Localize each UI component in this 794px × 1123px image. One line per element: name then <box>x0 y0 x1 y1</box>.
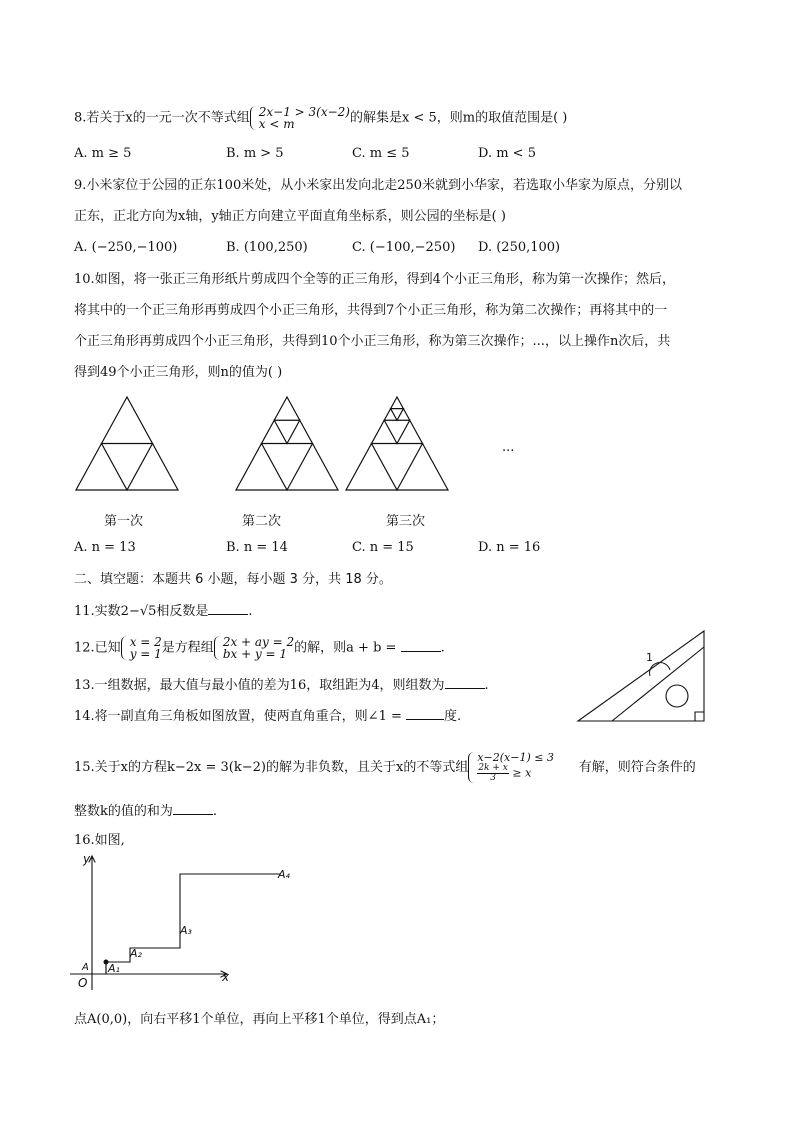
q12-b1: 2x + ay = 2 <box>222 635 295 649</box>
q10-line1: 10.如图，将一张正三角形纸片剪成四个全等的正三角形，得到4个小正三角形，称为第一次操作；然后， <box>74 272 675 287</box>
q16-a4-segment <box>180 874 280 876</box>
q10-option-a: A. n = 13 <box>74 540 136 555</box>
caption-first: 第一次 <box>104 514 144 529</box>
q15-s1: x−2(x−1) ≤ 3 <box>477 751 554 764</box>
q16-label: 16.如图, <box>74 833 125 848</box>
q12-mid: 是方程组 <box>161 640 214 656</box>
figure-ellipsis: ... <box>502 440 515 455</box>
q10-option-c: C. n = 15 <box>352 540 414 555</box>
q15-fraction-den: 3 <box>490 773 496 783</box>
q16-origin: O <box>78 976 88 990</box>
q15-line2 <box>74 802 217 821</box>
q15-fraction <box>477 764 509 783</box>
q8-post: 的解集是x < 5，则m的取值范围是( ) <box>349 110 568 126</box>
set-square-figure <box>577 630 707 725</box>
q12-b2: bx + y = 1 <box>222 647 288 661</box>
q14-stem <box>74 707 461 726</box>
q12-a2: y = 1 <box>129 647 162 661</box>
q9-line2: 正东，正北方向为x轴，y轴正方向建立平面直角坐标系，则公园的坐标是( ) <box>74 209 506 224</box>
q10-line4: 得到49个小正三角形，则n的值为( ) <box>74 365 283 380</box>
q10-line3: 个正三角形再剪成四个小正三角形，共得到10个小正三角形，称为第三次操作；...，以上操作n次后，共 <box>74 334 671 349</box>
q12-end: . <box>440 640 445 656</box>
q12-stem <box>74 636 445 660</box>
q16-axis-x: x <box>222 970 230 984</box>
q16-axis-y: y <box>83 852 91 866</box>
q15-pre: 15.关于x的方程k−2x = 3(k−2)的解为非负数，且关于x的不等式组 <box>74 760 469 775</box>
q14-blank[interactable] <box>406 707 444 720</box>
q15-system <box>468 752 554 783</box>
q11-stem <box>74 602 253 621</box>
q16-point-a4: A₄ <box>278 868 290 881</box>
q10-option-d: D. n = 16 <box>478 540 541 555</box>
q9-option-a: A. (−250,−100) <box>74 240 178 255</box>
q12-system-b <box>214 636 294 660</box>
q16-point-a3: A₃ <box>180 924 192 937</box>
q8-option-a: A. m ≥ 5 <box>74 146 132 161</box>
q13-blank[interactable] <box>445 676 485 689</box>
q15-post: 有解，则符合条件的 <box>578 760 696 775</box>
q15-blank[interactable] <box>173 802 213 815</box>
q8-option-d: D. m < 5 <box>478 146 536 161</box>
q15-line2-text: 整数k的值的和为 <box>74 804 173 819</box>
angle-1-label: 1 <box>646 651 653 664</box>
q9-option-b: B. (100,250) <box>226 240 308 255</box>
q10-line2: 将其中的一个正三角形再剪成四个小正三角形，共得到7个小正三角形，称为第二次操作；再将其中的一 <box>74 303 668 318</box>
q13-stem <box>74 676 489 695</box>
q12-blank[interactable] <box>401 639 441 652</box>
triangle-figure-1 <box>74 395 180 493</box>
q8-system <box>250 106 350 130</box>
q11-post: . <box>248 604 253 619</box>
caption-third: 第三次 <box>386 514 426 529</box>
q14-pre: 14.将一副直角三角板如图放置，使两直角重合，则∠1 = <box>74 709 402 724</box>
q9-option-c: C. (−100,−250) <box>352 240 456 255</box>
q15-fraction-num: 2k + x <box>478 763 508 773</box>
q8-option-c: C. m ≤ 5 <box>352 146 410 161</box>
q11-blank[interactable] <box>208 602 248 615</box>
q15-end: . <box>212 804 218 819</box>
q15-stem <box>74 752 696 783</box>
q13-post: . <box>484 678 489 693</box>
triangle-figure-2 <box>234 395 340 493</box>
q10-option-b: B. n = 14 <box>226 540 288 555</box>
caption-second: 第二次 <box>242 514 282 529</box>
q8-pre: 8.若关于x的一元一次不等式组 <box>74 110 250 126</box>
q11-pre: 11.实数2−√5相反数是 <box>74 604 209 619</box>
q16-point-a2: A₂ <box>130 947 142 960</box>
q16-point-a: A <box>82 962 89 973</box>
q8-sys-line2: x < m <box>258 117 295 131</box>
q14-post: 度. <box>444 709 462 724</box>
q8-sys-line1: 2x−1 > 3(x−2) <box>258 105 350 119</box>
q12-system-a <box>121 636 162 660</box>
q16-staircase-figure <box>70 850 240 995</box>
q16-point-a1: A₁ <box>108 962 120 975</box>
q9-line1: 9.小米家位于公园的正东100米处，从小米家出发向北走250米就到小华家，若选取小华家为原点，分别以 <box>74 178 683 193</box>
q12-post: 的解，则a + b = <box>294 640 397 656</box>
q15-s2: ≥ x <box>512 766 532 780</box>
q13-pre: 13.一组数据，最大值与最小值的差为16，取组距为4，则组数为 <box>74 678 445 693</box>
q8-option-b: B. m > 5 <box>226 146 284 161</box>
triangle-figure-3 <box>344 395 450 493</box>
q12-a1: x = 2 <box>129 635 162 649</box>
section-heading: 二、填空题：本题共 6 小题，每小题 3 分，共 18 分。 <box>74 572 392 587</box>
q12-pre: 12.已知 <box>74 640 121 656</box>
q16-last-line: 点A(0,0)，向右平移1个单位，再向上平移1个单位，得到点A₁； <box>74 1012 445 1027</box>
q9-option-d: D. (250,100) <box>478 240 561 255</box>
q8-stem <box>74 106 567 130</box>
